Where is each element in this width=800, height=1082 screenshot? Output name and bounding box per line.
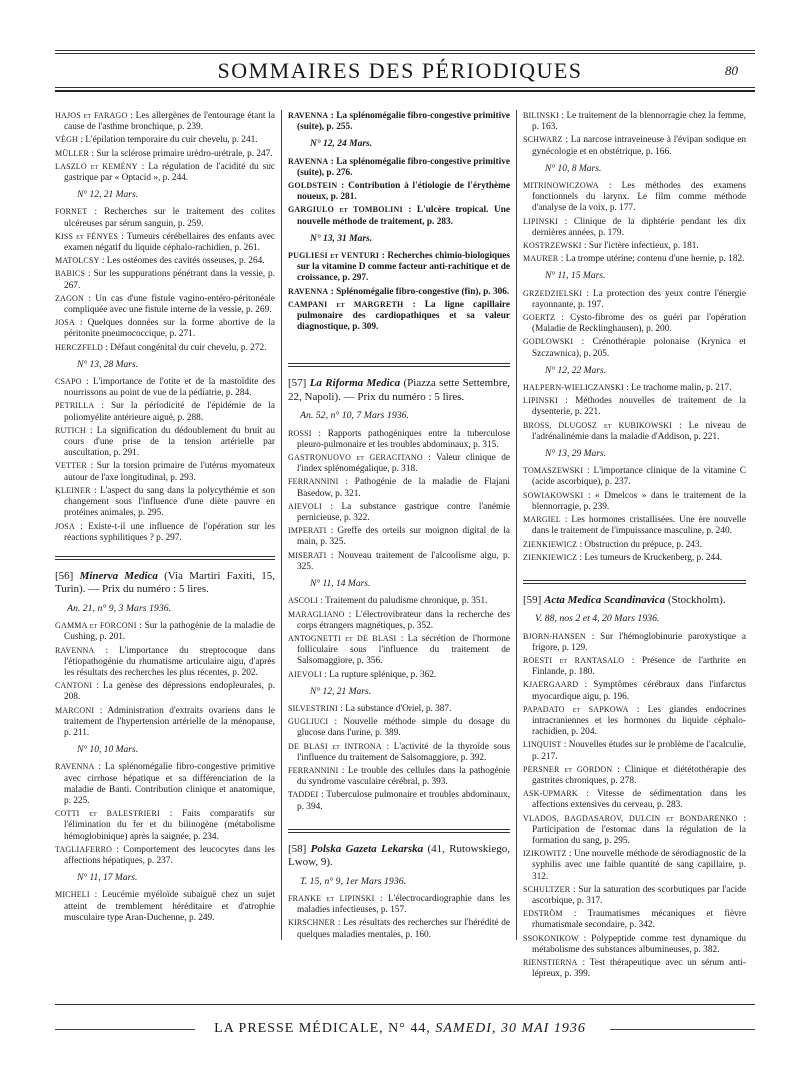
citation-entry — [55, 110, 275, 133]
citation-author: PUGLIESI et VENTURI — [288, 251, 380, 261]
column-separator — [281, 110, 282, 940]
citation-text: : L'importance du streptocoque dans l'étiopathogénie du rhumatisme articulaire aigu, d'après les résultats des recherches les plus récentes, p. 202. — [64, 645, 275, 678]
citation-text: : Les hormones cristallisées. Une ère nouvelle dans le traitement de l'impuissance masculine, p. 240. — [532, 515, 746, 537]
citation-author: ROSSI — [288, 428, 312, 438]
citation-author: LASZLO et KEMÉNY — [55, 161, 138, 171]
citation-author: SSOKONIKOW — [523, 933, 579, 943]
citation-text: : Une nouvelle méthode de sérodiagnostic de la syphilis avec une faible quantité de sang capillaire, p. 312. — [532, 849, 746, 882]
header-rule-top-2 — [55, 53, 755, 54]
citation-author: PERSNER et GORDON — [523, 764, 613, 774]
citation-author: MÜLLER — [55, 148, 90, 158]
citation-author: ZIENKIEWICZ — [523, 539, 578, 549]
citation-author: ASCOLI — [288, 596, 319, 606]
citation-author: RAVENNA — [55, 645, 95, 655]
section-rule — [288, 832, 510, 833]
citation-entry — [523, 240, 746, 252]
citation-author: ZIENKIEWICZ — [523, 552, 578, 562]
citation-author: JOSA — [55, 318, 75, 328]
citation-text: : Le traitement de la blennorragie chez la femme, p. 163. — [532, 111, 746, 133]
citation-author: MARGIEL — [523, 515, 561, 525]
citation-text: : Un cas d'une fistule vagino-entéro-péritonéale compliquée avec une fistule interne de la vessie, p. 269. — [64, 293, 275, 316]
citation-entry — [288, 741, 510, 764]
citation-entry — [523, 813, 746, 848]
citation-text: : La substance d'Oriel, p. 387. — [337, 703, 452, 714]
citation-entry — [523, 465, 746, 488]
citation-author: LINQUIST — [523, 740, 562, 750]
citation-author: MARAGLIANO — [288, 609, 345, 619]
citation-entry — [288, 110, 510, 133]
citation-text: : Splénomégalie fibro-congestive (fin), p. 306. — [328, 286, 510, 297]
journal-heading — [55, 570, 275, 597]
citation-entry — [523, 933, 746, 956]
citation-entry — [55, 761, 275, 807]
citation-text: : L'électrocardiographie dans les maladies infectieuses, p. 157. — [297, 893, 510, 916]
citation-text: : Sur la saturation des scorbutiques par l'acide ascorbique, p. 317. — [532, 884, 746, 907]
journal-heading — [288, 377, 510, 404]
citation-entry — [55, 680, 275, 703]
citation-entry — [55, 342, 275, 354]
issue-heading: N° 12, 21 Mars. — [77, 190, 139, 201]
citation-entry — [55, 268, 275, 291]
citation-entry — [55, 161, 275, 184]
citation-entry — [523, 110, 746, 133]
journal-number: [59] — [523, 593, 542, 606]
citation-entry — [523, 788, 746, 811]
citation-entry — [288, 180, 510, 203]
citation-entry — [288, 550, 510, 573]
citation-author: KJAERGAARD — [523, 680, 579, 690]
citation-author: TAGLIAFERRO — [55, 844, 113, 854]
citation-entry — [288, 299, 510, 334]
section-rule — [288, 366, 510, 367]
citation-entry — [288, 501, 510, 524]
issue-heading: N° 12, 22 Mars. — [545, 365, 607, 376]
citation-text: : Vitesse de sédimentation dans les affections extensives du cerveau, p. 283. — [532, 789, 746, 811]
citation-text: : La narcose intraveineuse à l'évipan sodique en gynécologie et en obstétrique, p. 166. — [532, 135, 746, 157]
citation-entry — [288, 452, 510, 475]
citation-text: : Le trachome malin, p. 217. — [623, 383, 732, 394]
section-rule — [55, 556, 275, 557]
citation-entry — [523, 848, 746, 883]
citation-text: : L'importance de l'otite et de la mastoïdite des nourrissons au point de vue de la pédiatrie, p. 284. — [64, 377, 275, 399]
citation-author: RAVENNA — [55, 762, 95, 772]
citation-entry — [288, 789, 510, 812]
page-number: 80 — [725, 63, 738, 78]
journal-details: (Stockholm). — [665, 593, 726, 606]
citation-author: LIPINSKI — [523, 216, 558, 226]
citation-entry — [523, 395, 746, 418]
journal-details: (Via Martiri Faxiti, 15, Turin). — Prix du numéro : 5 lires. — [55, 569, 275, 596]
citation-entry — [523, 631, 746, 654]
footer-date: SAMEDI, 30 MAI 1936 — [435, 1021, 586, 1036]
citation-entry — [288, 716, 510, 739]
citation-text: : Cysto-fibrome des os guéri par l'opération (Maladie de Recklinghausen), p. 200. — [532, 313, 746, 335]
citation-text: : La splénomégalie fibro-congestive primitive (suite), p. 255. — [297, 111, 510, 133]
citation-text: : La splénomégalie fibro-congestive primitive (suite), p. 276. — [297, 156, 510, 178]
volume-line: An. 52, n° 10, 7 Mars 1936. — [300, 410, 409, 422]
citation-entry — [55, 460, 275, 483]
citation-author: AIEVOLI — [288, 501, 322, 511]
citation-text: : Présence de l'arthrite en Finlande, p. 180. — [532, 656, 746, 678]
column-2 — [288, 110, 510, 942]
volume-line: An. 21, n° 9, 3 Mars 1936. — [67, 602, 172, 614]
citation-text: : Crénothérapie polonaise (Krynica et Szczawnica), p. 205. — [532, 337, 746, 359]
citation-entry — [55, 206, 275, 229]
citation-text: : Les ostéomes des cavités osseuses, p. 264. — [99, 256, 265, 267]
volume-line: V. 88, nos 2 et 4, 20 Mars 1936. — [535, 613, 660, 625]
citation-text: : Tuberculose pulmonaire et troubles abdominaux, p. 394. — [297, 790, 510, 812]
page-title: SOMMAIRES DES PÉRIODIQUES — [217, 58, 583, 83]
citation-text: : « Dmelcos » dans le traitement de la blennorragie, p. 239. — [532, 490, 746, 512]
citation-author: RAVENNA — [288, 156, 329, 166]
citation-author: FERRANNINI — [288, 765, 339, 775]
citation-entry — [523, 957, 746, 980]
citation-entry — [55, 705, 275, 740]
citation-text: : Pathogénie de la maladie de Flajani Basedow, p. 321. — [297, 477, 510, 499]
citation-author: RUTICH — [55, 425, 86, 435]
citation-text: : Nouvelles études sur le problème de l'acalculie, p. 217. — [532, 740, 746, 762]
citation-author: FERRANNINI — [288, 477, 339, 487]
citation-entry — [523, 704, 746, 739]
citation-text: : L'importance clinique de la vitamine C (acide ascorbique), p. 237. — [532, 466, 746, 488]
journal-number: [56] — [55, 569, 74, 582]
citation-text: : La protection des yeux contre l'énergie rayonnante, p. 197. — [532, 288, 746, 310]
citation-author: MISERATI — [288, 550, 327, 560]
citation-entry — [55, 376, 275, 399]
journal-details: (Piazza sette Settembre, 22, Napoli). — Prix du numéro : 5 lires. — [288, 377, 511, 403]
citation-text: : Clinique de la diphtérie pendant les dix dernières années, p. 179. — [532, 216, 746, 238]
citation-entry — [523, 180, 746, 215]
citation-text: : Polypeptide comme test dynamique du métabolisme des substances albumineuses, p. 382. — [532, 933, 746, 955]
citation-text: : Le trouble des cellules dans la pathogénie du syndrome vasculaire cérébral, p. 393. — [297, 765, 510, 788]
citation-text: : L'activité de la thyroïde sous l'influence du traitement de Salsomaggiore, p. 392. — [297, 741, 510, 763]
citation-author: JOSA — [55, 521, 75, 531]
citation-entry — [55, 620, 275, 643]
citation-text: : Sur la sclérose primaire urèdro-urétrale, p. 247. — [89, 148, 273, 159]
citation-author: FORNET — [55, 207, 88, 217]
citation-text: : Leucémie myéloïde subaiguë chez un sujet atteint de tremblement héréditaire et d'atrophie musculaire type Aran-Duchenne, p. 249. — [64, 890, 275, 923]
citation-text: : Recherches chimio-biologiques sur la vitamine D comme facteur anti-rachitique et de croissance, p. 297. — [297, 251, 511, 284]
citation-entry — [523, 382, 746, 394]
citation-entry — [523, 552, 746, 564]
citation-entry — [55, 293, 275, 316]
citation-entry — [55, 400, 275, 423]
citation-author: VLADOS, BAGDASAROV, DULCIN et BONDARENKO — [523, 813, 738, 823]
journal-number: [58] — [288, 842, 307, 855]
journal-number: [57] — [288, 377, 307, 390]
footer-journal: LA PRESSE MÉDICALE, N° 44, — [214, 1021, 431, 1036]
header-rule-top — [55, 50, 755, 51]
citation-author: GODLOWSKI — [523, 337, 574, 347]
citation-text: : La substance gastrique contre l'anémie pernicieuse, p. 322. — [297, 501, 510, 524]
citation-entry — [523, 490, 746, 513]
citation-text: : Rapports pathogéniques entre la tuberculose pleuro-pulmonaire et les troubles abdominaux, p. 315. — [297, 428, 510, 450]
citation-entry — [55, 148, 275, 160]
citation-author: DE BLASI et INTRONA — [288, 741, 382, 751]
issue-heading: N° 12, 21 Mars. — [310, 686, 372, 697]
citation-text: : Sur la périodicité de l'épidémie de la poliomyélite antérieure aiguë, p. 288. — [64, 401, 275, 423]
citation-text: : Traumatismes mécaniques et fièvre rhumatismale secondaire, p. 342. — [532, 909, 746, 931]
citation-entry — [288, 204, 510, 227]
citation-text: : Sur les suppurations pénétrant dans la vessie, p. 267. — [64, 269, 275, 291]
citation-author: RAVENNA — [288, 111, 329, 120]
citation-text: : Administration d'extraits ovariens dans le traitement de l'hypertension artérielle de la ménopause, p. 211. — [64, 705, 275, 738]
citation-author: CANTONI — [55, 681, 93, 691]
issue-heading: N° 11, 17 Mars. — [77, 873, 138, 884]
citation-text: : Symptômes cérébraux dans l'infarctus myocardique aigu, p. 196. — [532, 680, 746, 702]
citation-author: GAMMA et FORCONI — [55, 621, 137, 631]
footer-line — [0, 1021, 800, 1037]
journal-heading — [288, 843, 510, 870]
citation-entry — [523, 312, 746, 335]
issue-heading: N° 13, 28 Mars. — [77, 359, 139, 370]
citation-author: ZAGON — [55, 293, 84, 303]
citation-text: : Nouveau traitement de l'alcoolisme aigu, p. 325. — [297, 550, 510, 572]
citation-text: : La rupture splénique, p. 362. — [321, 669, 437, 680]
citation-text: : Obstruction du prépuce, p. 243. — [577, 539, 702, 550]
issue-heading: N° 11, 14 Mars. — [310, 579, 371, 590]
citation-author: LIPINSKI — [523, 396, 558, 406]
citation-author: KISS et FÉNYES — [55, 231, 119, 241]
citation-entry — [55, 485, 275, 520]
citation-entry — [288, 156, 510, 179]
citation-entry — [288, 633, 510, 668]
citation-author: SCHWARZ — [523, 135, 563, 145]
citation-author: SILVESTRINI — [288, 703, 338, 713]
citation-text: : Participation de l'estomac dans la régulation de la formation du sang, p. 295. — [532, 813, 746, 847]
citation-entry — [288, 525, 510, 548]
issue-heading: N° 13, 29 Mars. — [545, 449, 607, 460]
citation-author: MITRINOWICZOWA — [523, 181, 599, 191]
citation-author: TOMASZEWSKI — [523, 466, 584, 476]
citation-author: SOWIAKOWSKI — [523, 490, 584, 500]
citation-entry — [288, 765, 510, 788]
citation-author: GRZEDZIELSKI — [523, 288, 583, 298]
citation-text: : L'électrovibrateur dans la recherche des corps étrangers magnétiques, p. 352. — [297, 609, 510, 631]
citation-entry — [55, 844, 275, 867]
citation-author: VETTER — [55, 461, 87, 471]
citation-author: PETRILLA — [55, 401, 95, 411]
citation-author: SCHULTZER — [523, 884, 571, 894]
citation-author: MARCONI — [55, 705, 95, 715]
citation-text: : Contribution à l'étiologie de l'érythème noueux, p. 281. — [297, 181, 510, 203]
citation-text: : La genèse des dépressions endopleurales, p. 208. — [64, 681, 275, 703]
citation-author: IMPERATI — [288, 526, 327, 536]
citation-author: VÉGH — [55, 135, 79, 145]
citation-text: : Traitement du paludisme chronique, p. 351. — [318, 596, 488, 607]
citation-text: : Existe-t-il une influence de l'opération sur les réactions syphilitiques ? p. 297. — [64, 521, 275, 543]
journal-heading — [523, 594, 746, 608]
citation-entry — [288, 595, 510, 607]
journal-name: La Riforma Medica — [309, 377, 401, 390]
citation-entry — [288, 609, 510, 632]
citation-entry — [523, 420, 746, 443]
citation-text: : Les résultats des recherches sur l'hérédité de quelques maladies mentales, p. 160. — [297, 918, 510, 940]
citation-entry — [288, 250, 510, 285]
citation-author: EDSTRÖM — [523, 909, 563, 919]
citation-text: : La régulation de l'acidité du suc gastrique par « Optacid », p. 244. — [64, 161, 275, 184]
section-rule — [55, 559, 275, 560]
citation-text: : Les allergènes de l'entourage étant la cause de l'asthme bronchique, p. 239. — [64, 111, 275, 133]
header-rule-bottom — [55, 87, 755, 88]
citation-author: BROSS, DLUGOSZ et KUBIKOWSKI — [523, 420, 673, 430]
citation-entry — [288, 286, 510, 298]
citation-text: : Comportement des leucocytes dans les affections hépatiques, p. 237. — [64, 844, 275, 866]
citation-author: BILINSKI — [523, 111, 559, 120]
citation-entry — [523, 336, 746, 359]
citation-entry — [288, 669, 510, 681]
citation-text: : Méthodes nouvelles de traitement de la dysenterie, p. 221. — [532, 396, 746, 418]
citation-entry — [288, 428, 510, 451]
citation-author: TADDEI — [288, 790, 319, 800]
section-rule — [523, 580, 746, 581]
citation-entry — [523, 514, 746, 537]
citation-author: AIEVOLI — [288, 669, 322, 679]
citation-text: : Valeur clinique de l'index splénomégalique, p. 318. — [297, 453, 511, 475]
citation-text: : L'épilation temporaire du cuir chevelu, p. 241. — [78, 135, 258, 146]
citation-entry — [523, 134, 746, 157]
citation-author: KOSTRZEWSKI — [523, 241, 582, 251]
citation-author: MATOLCSY — [55, 256, 100, 266]
citation-entry — [288, 703, 510, 715]
journal-name: Minerva Medica — [79, 569, 158, 582]
citation-author: CAMPANI et MARGRETH — [288, 299, 404, 309]
citation-text: : La trompe utérine; contenu d'une hernie, p. 182. — [558, 254, 745, 265]
citation-entry — [523, 655, 746, 678]
citation-text: : Recherches sur le traitement des colites ulcéreuses par sérum sanguin, p. 259. — [64, 207, 275, 229]
citation-entry — [55, 134, 275, 146]
citation-text: : La splénomégalie fibro-congestive primitive avec cirrhose hépatique et sa différenciation de la maladie de Banti. Contribution clinique et anatomique, p. 225. — [64, 762, 275, 806]
journal-details: (41, Rutowskiego, Lwow, 9). — [288, 842, 510, 869]
journal-name: Acta Medica Scandinavica — [544, 593, 666, 606]
citation-text: : Les glandes endocrines intracraniennes et les hormones du liquide céphalo-rachidien, p. 204. — [532, 704, 746, 738]
issue-heading: N° 10, 10 Mars. — [77, 745, 139, 756]
citation-author: COTTI et BALESTRIERI — [55, 809, 160, 819]
citation-entry — [523, 216, 746, 239]
citation-text: : L'aspect du sang dans la polycythémie et son changement sous l'influence d'une diète pauvre en protéines animales, p. 295. — [64, 485, 275, 519]
citation-text: : Quelques données sur la forme abortive de la péritonite pneumococcique, p. 271. — [64, 318, 275, 340]
citation-entry — [523, 884, 746, 907]
section-rule — [288, 829, 510, 830]
citation-entry — [523, 764, 746, 787]
citation-text: : Greffe des orteils sur moignon digital de la main, p. 325. — [297, 526, 510, 548]
column-1 — [55, 110, 275, 925]
citation-text: : Sur la pathogénie de la maladie de Cushing, p. 201. — [64, 621, 275, 643]
citation-author: ROESTI et RANTASALO — [523, 656, 625, 666]
citation-entry — [288, 476, 510, 499]
citation-author: GOERTZ — [523, 313, 556, 323]
citation-author: KLEINER — [55, 485, 91, 495]
citation-entry — [55, 889, 275, 924]
citation-author: IZIKOWITZ — [523, 849, 567, 859]
issue-heading: N° 11, 15 Mars. — [545, 271, 606, 282]
citation-text: : La sécrétion de l'hormone folliculaire sous l'influence du traitement de Salsomaggiore, p. 356. — [297, 633, 510, 667]
issue-heading: N° 10, 8 Mars. — [545, 163, 602, 174]
section-rule — [288, 363, 510, 364]
citation-entry — [55, 521, 275, 544]
citation-author: GOLDSTEIN — [288, 181, 338, 191]
section-rule — [523, 583, 746, 584]
citation-author: FRANKE et LIPINSKI — [288, 893, 375, 903]
citation-text: : Clinique et diététothérapie des gastrites chroniques, p. 278. — [532, 764, 746, 787]
citation-entry — [523, 253, 746, 265]
citation-text: : Sur l'ictère infectieux, p. 181. — [581, 241, 699, 252]
citation-text: : La ligne capillaire pulmonaire des cardiopathiques et sa valeur diagnostique, p. 309. — [297, 299, 510, 333]
citation-text: : Défaut congénital du cuir chevelu, p. 272. — [103, 342, 267, 353]
citation-text: : Les tumeurs de Kruckenberg, p. 244. — [577, 552, 723, 563]
citation-text: : Test thérapeutique avec un sérum anti-lépreux, p. 399. — [532, 958, 746, 980]
citation-entry — [55, 255, 275, 267]
citation-author: HAJOS et FARAGO — [55, 111, 128, 120]
citation-text: : L'ulcère tropical. Une nouvelle méthode de traitement, p. 283. — [297, 205, 511, 227]
citation-text: : La signification du dédoublement du bruit au cours d'une prise de la tension artérielle par auscultation, p. 291. — [64, 425, 275, 459]
citation-text: : Tumeurs cérébellaires des enfants avec examen négatif du liquide céphalo-rachidien, p. 261. — [64, 231, 275, 254]
citation-entry — [55, 231, 275, 254]
citation-author: HALPERN-WIELICZANSKI — [523, 383, 624, 393]
issue-heading: N° 13, 31 Mars. — [310, 233, 373, 244]
citation-entry — [523, 679, 746, 702]
citation-entry — [523, 739, 746, 762]
citation-entry — [523, 539, 746, 551]
footer-rule-top — [55, 1004, 755, 1005]
citation-author: PAPADATO et SAPKOWA — [523, 704, 629, 714]
citation-author: RAVENNA — [288, 286, 329, 296]
column-separator — [516, 110, 517, 940]
citation-text: : Sur la torsion primaire de l'utérus myomateux autour de l'axe longitudinal, p. 293. — [64, 461, 275, 483]
citation-entry — [55, 645, 275, 680]
citation-text: : Les méthodes des examens fonctionnels du larynx. Le film comme méthode d'analyse de la voix, p. 177. — [532, 181, 746, 214]
citation-author: GARGIULO et TOMBOLINI — [288, 205, 403, 215]
citation-entry — [55, 808, 275, 843]
citation-entry — [523, 908, 746, 931]
citation-author: RIENSTIERNA — [523, 958, 578, 968]
header-rule-bottom-2 — [55, 90, 755, 92]
citation-author: MAURER — [523, 254, 559, 264]
citation-author: BABICS — [55, 269, 86, 279]
citation-author: CSAPO — [55, 377, 82, 387]
citation-author: KIRSCHNER — [288, 918, 336, 928]
citation-author: ASK-UPMARK — [523, 789, 578, 799]
citation-author: GASTRONUOVO et GERACITANO — [288, 453, 423, 463]
citation-text: : Sur l'hémoglobinurie paroxystique a frigore, p. 129. — [532, 631, 746, 653]
citation-author: GUGLIUCI — [288, 717, 329, 727]
journal-name: Polska Gazeta Lekarska — [310, 842, 424, 855]
volume-line: T. 15, n° 9, 1er Mars 1936. — [300, 875, 407, 887]
citation-entry — [523, 288, 746, 311]
column-3 — [523, 110, 746, 982]
citation-author: BJORN-HANSEN — [523, 631, 586, 641]
citation-text: : Faits comparatifs sur l'élimination du fer et du bilinogène (métabolisme hémoglobinique) après la saignée, p. 234. — [64, 809, 275, 842]
citation-text: : Nouvelle méthode simple du dosage du glucose dans l'urine, p. 389. — [297, 717, 510, 739]
citation-author: MICHELI — [55, 890, 90, 900]
citation-entry — [55, 317, 275, 340]
issue-heading: N° 12, 24 Mars. — [310, 139, 373, 150]
citation-text: : Le niveau de l'adrénalinémie dans la maladie d'Addison, p. 221. — [532, 420, 746, 442]
citation-author: HERCZFELD — [55, 342, 104, 352]
citation-entry — [288, 893, 510, 916]
citation-entry — [288, 917, 510, 940]
citation-author: ANTOGNETTI et DE BLASI — [288, 633, 397, 643]
citation-entry — [55, 425, 275, 460]
